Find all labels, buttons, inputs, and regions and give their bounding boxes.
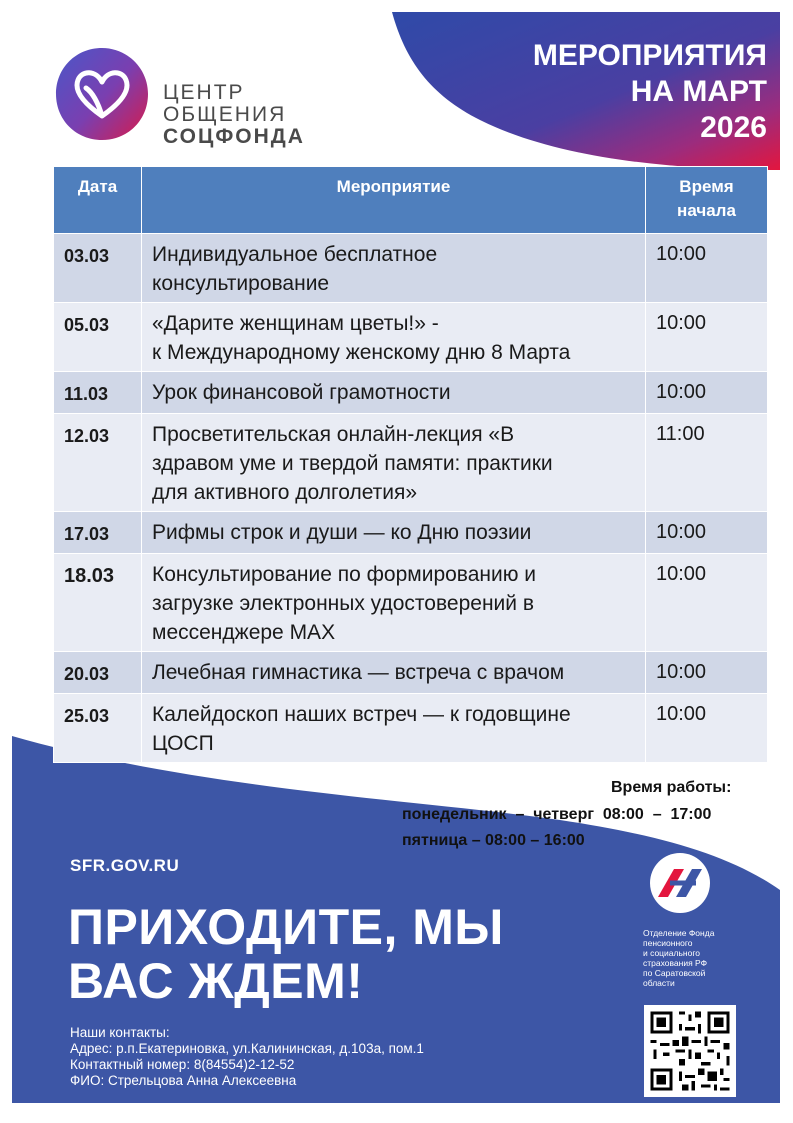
contacts-person: ФИО: Стрельцова Анна Алексеевна: [70, 1073, 297, 1088]
event-line: консультирование: [152, 272, 330, 295]
event-time: 10:00: [646, 652, 768, 694]
event-line: загрузке электронных удостоверений в: [152, 592, 534, 615]
banner-title: [467, 38, 767, 146]
banner-title-line3: 2026: [700, 111, 767, 144]
sfr-caption-line: и социального: [643, 948, 700, 958]
sfr-caption-line: по Саратовской: [643, 968, 706, 978]
event-date: 17.03: [54, 512, 142, 554]
table-row: [54, 694, 768, 763]
banner-title-line1: МЕРОПРИЯТИЯ: [532, 39, 767, 72]
sfr-caption-line: пенсионного: [643, 938, 693, 948]
heart-logo-icon: [52, 44, 152, 150]
event-title: [142, 554, 646, 652]
event-line: Индивидуальное бесплатное: [152, 243, 438, 266]
sfr-emblem-icon: [644, 853, 716, 913]
event-title: [142, 694, 646, 763]
event-date: 11.03: [54, 372, 142, 414]
contacts-title: Наши контакты:: [70, 1025, 170, 1040]
slogan-line2: ВАС ЖДЕМ!: [68, 953, 364, 1009]
header-time: [646, 167, 768, 234]
qr-code-icon[interactable]: [644, 1005, 736, 1097]
table-row: [54, 234, 768, 303]
table-header-row: [54, 167, 768, 234]
contacts-address: Адрес: р.п.Екатериновка, ул.Калининская, д.103а, пом.1: [70, 1041, 424, 1056]
event-title: [142, 303, 646, 372]
event-line: ЦОСП: [152, 732, 214, 755]
table-row: [54, 554, 768, 652]
event-line: мессенджере МАХ: [152, 621, 336, 644]
event-line: к Международному женскому дню 8 Марта: [152, 341, 571, 364]
logo-text: [163, 82, 305, 148]
event-time: 11:00: [646, 414, 768, 512]
event-line: Рифмы строк и души — ко Дню поэзии: [152, 521, 532, 544]
event-time: 10:00: [646, 372, 768, 414]
sfr-caption-line: страхования РФ: [643, 958, 708, 968]
event-time: 10:00: [646, 234, 768, 303]
event-time: 10:00: [646, 554, 768, 652]
slogan-line1: ПРИХОДИТЕ, МЫ: [68, 899, 504, 955]
event-time: 10:00: [646, 512, 768, 554]
event-title: [142, 652, 646, 694]
event-title: [142, 512, 646, 554]
sfr-caption: [643, 928, 743, 988]
event-date: 05.03: [54, 303, 142, 372]
contacts-block: [70, 1025, 424, 1089]
events-table: [53, 166, 768, 763]
event-line: Урок финансовой грамотности: [152, 381, 451, 404]
contacts-phone: Контактный номер: 8(84554)2-12-52: [70, 1057, 295, 1072]
event-title: [142, 414, 646, 512]
event-time: 10:00: [646, 694, 768, 763]
banner-title-line2: НА МАРТ: [630, 75, 767, 108]
event-title: [142, 234, 646, 303]
event-date: 03.03: [54, 234, 142, 303]
table-row: [54, 372, 768, 414]
header-time-line2: начала: [677, 201, 736, 220]
work-hours-weekdays: понедельник – четверг 08:00 – 17:00: [402, 806, 712, 823]
event-date: 12.03: [54, 414, 142, 512]
header-time-line1: Время: [679, 177, 734, 196]
event-title: [142, 372, 646, 414]
event-time: 10:00: [646, 303, 768, 372]
header-event: Мероприятие: [142, 167, 646, 234]
event-line: для активного долголетия»: [152, 481, 418, 504]
work-hours-title: Время работы:: [611, 779, 732, 796]
work-hours-friday: пятница – 08:00 – 16:00: [402, 832, 585, 849]
table-row: [54, 652, 768, 694]
event-line: Консультирование по формированию и: [152, 563, 537, 586]
logo-line3: СОЦФОНДА: [163, 125, 305, 148]
logo-line1: ЦЕНТР: [163, 81, 245, 104]
slogan: [68, 900, 588, 1008]
table-row: [54, 414, 768, 512]
sfr-caption-line: Отделение Фонда: [643, 928, 715, 938]
logo-line2: ОБЩЕНИЯ: [163, 103, 287, 126]
event-line: здравом уме и твердой памяти: практики: [152, 452, 553, 475]
website-link[interactable]: SFR.GOV.RU: [70, 856, 180, 875]
header-date: Дата: [54, 167, 142, 234]
table-row: [54, 512, 768, 554]
event-date: 18.03: [54, 554, 142, 652]
table-row: [54, 303, 768, 372]
event-date: 25.03: [54, 694, 142, 763]
event-line: Просветительская онлайн-лекция «В: [152, 423, 515, 446]
event-date: 20.03: [54, 652, 142, 694]
event-line: Лечебная гимнастика — встреча с врачом: [152, 661, 565, 684]
event-line: «Дарите женщинам цветы!» -: [152, 312, 439, 335]
sfr-caption-line: области: [643, 978, 675, 988]
event-line: Калейдоскоп наших встреч — к годовщине: [152, 703, 571, 726]
